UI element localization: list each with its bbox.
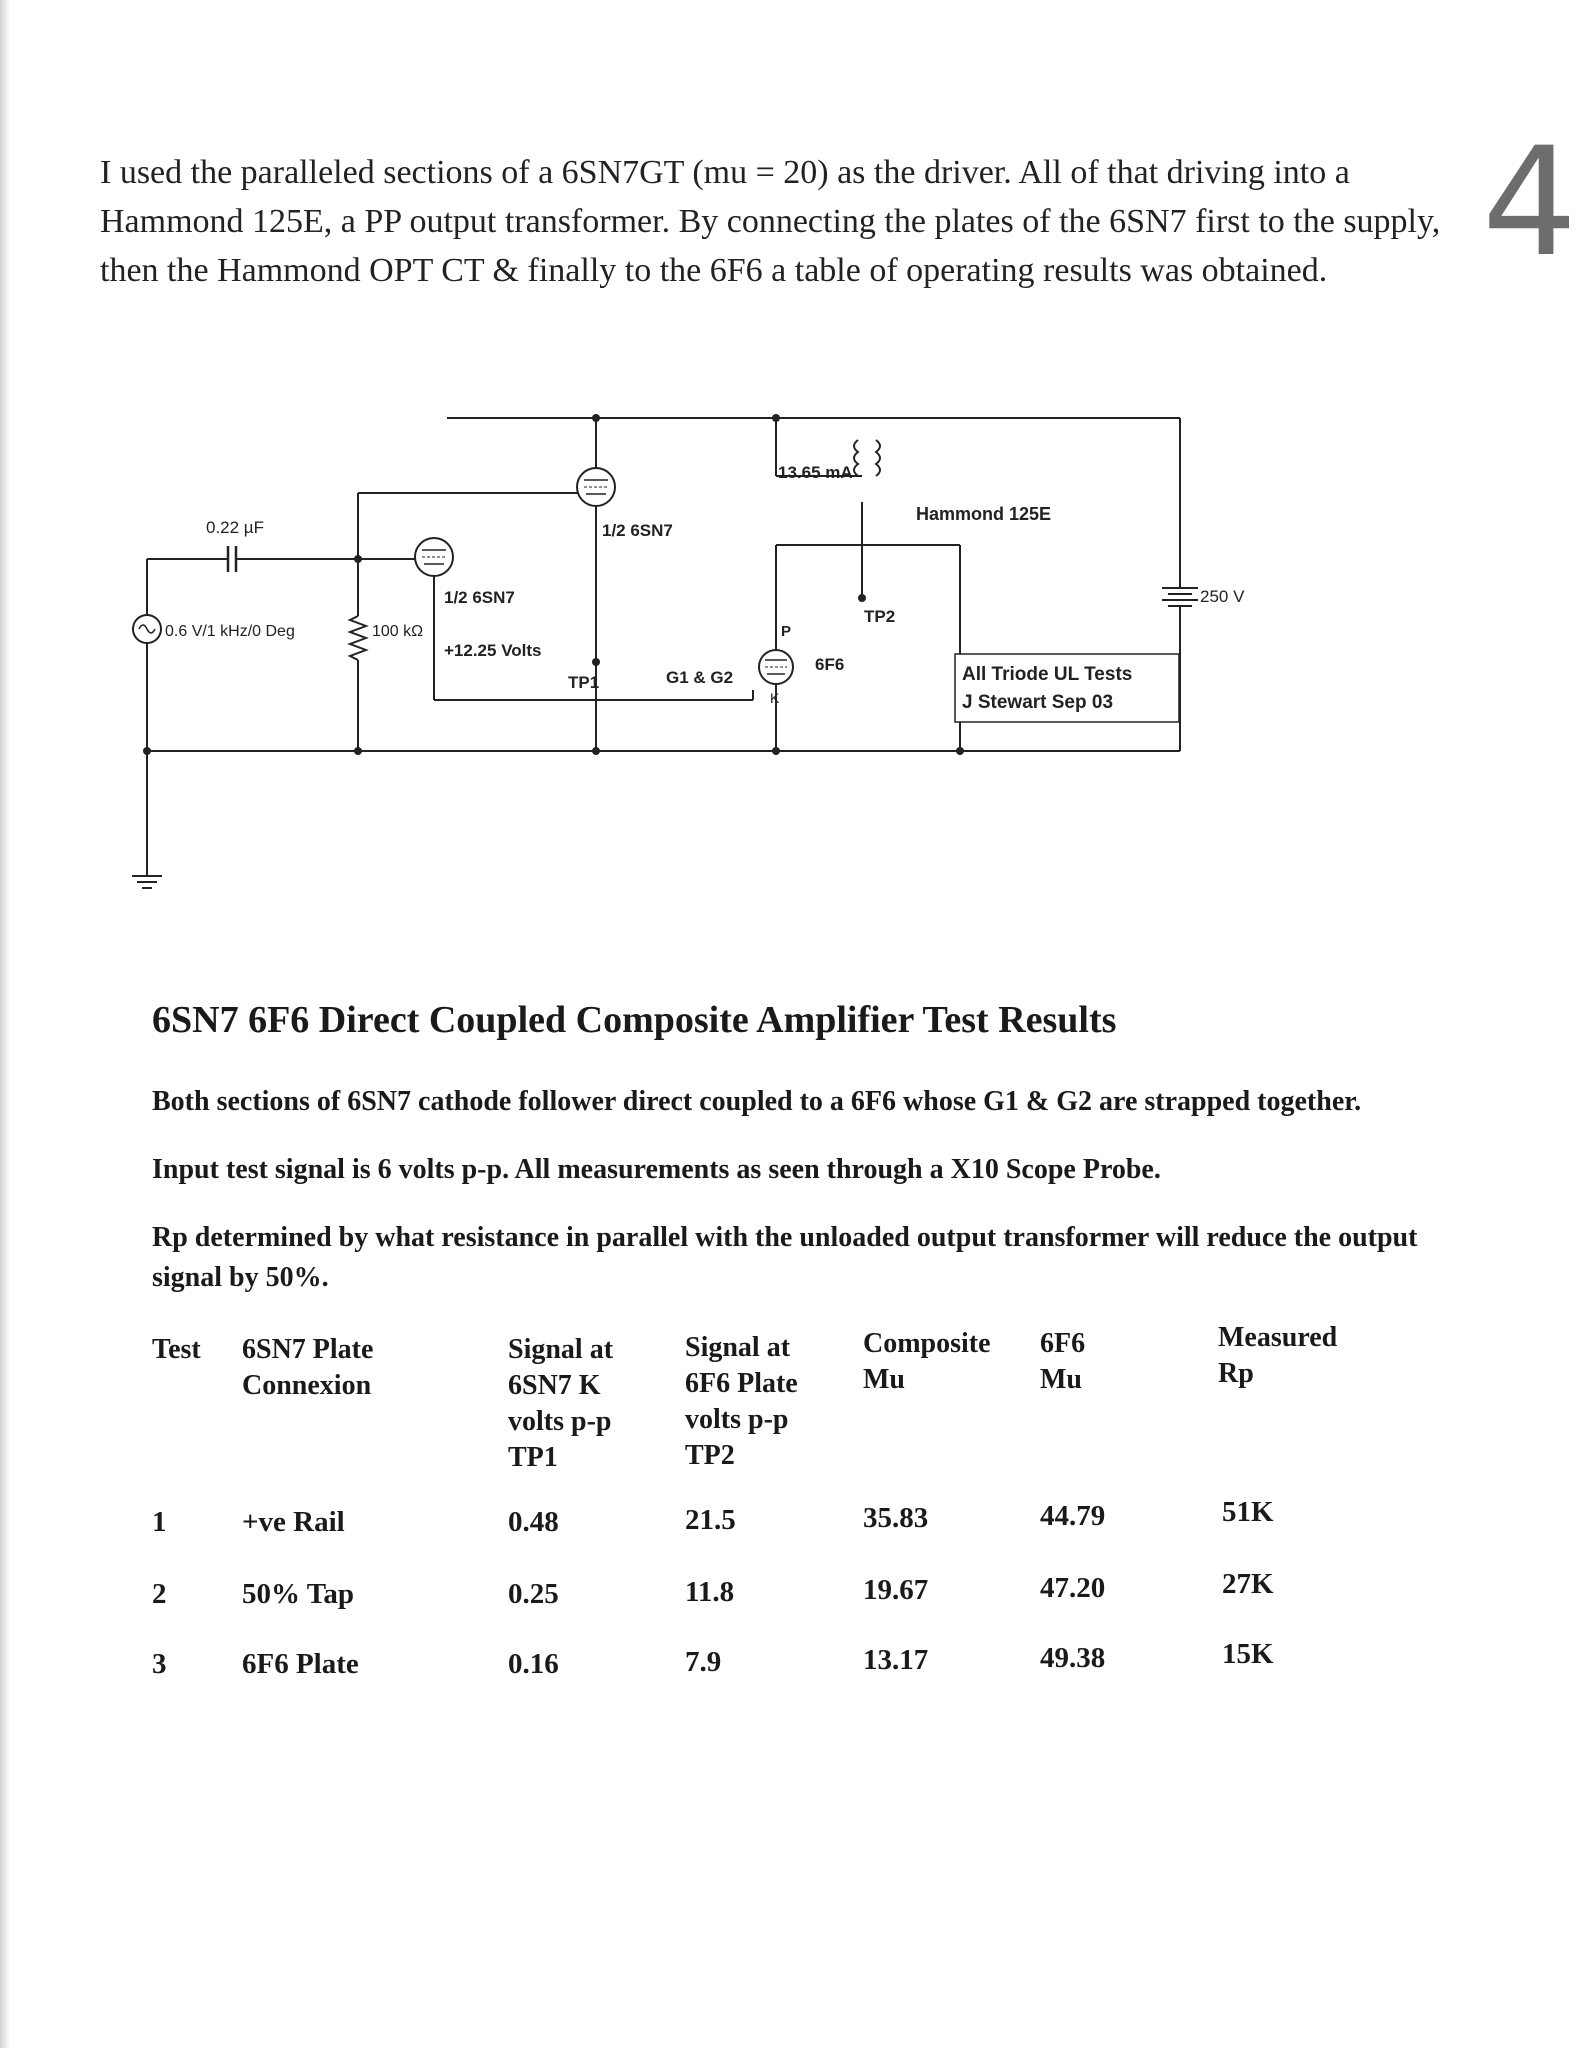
grid-label: G1 & G2: [666, 668, 734, 687]
header-signal-plate: Signal at 6F6 Plate volts p-p TP2: [685, 1332, 798, 1471]
cathode-pin-label: K: [770, 690, 780, 706]
transformer-secondary-icon: [876, 440, 880, 476]
tp1-label: TP1: [568, 673, 600, 692]
row-2-signal-plate: 11.8: [685, 1576, 735, 1608]
current-label: 13.65 mA: [778, 463, 853, 482]
row-2-6f6-mu: 47.20: [1040, 1572, 1106, 1604]
row-3-test: 3: [152, 1648, 167, 1680]
tube-lower-label: 1/2 6SN7: [444, 588, 515, 607]
schematic-diagram: [0, 380, 1583, 900]
results-paragraph-3: Rp determined by what resistance in parallel with the unloaded output transformer will reduce the output signal by 50%.: [152, 1222, 1418, 1293]
junction-dot: [772, 747, 780, 755]
header-test: Test: [152, 1334, 201, 1365]
results-paragraph-1: Both sections of 6SN7 cathode follower direct coupled to a 6F6 whose G1 & G2 are strapped together.: [152, 1086, 1362, 1117]
intro-paragraph: [100, 148, 1460, 295]
header-6f6-mu: 6F6 Mu: [1040, 1328, 1086, 1395]
capacitor-label: 0.22 µF: [206, 518, 264, 537]
row-3-composite-mu: 13.17: [863, 1644, 929, 1676]
results-paragraph-2: Input test signal is 6 volts p-p. All measurements as seen through a X10 Scope Probe.: [152, 1154, 1161, 1185]
header-composite-mu: Composite Mu: [863, 1328, 991, 1395]
page-number: 4: [1482, 116, 1578, 290]
source-label: 0.6 V/1 kHz/0 Deg: [165, 623, 295, 640]
junction-dot: [143, 747, 151, 755]
output-tube-label: 6F6: [815, 655, 845, 674]
junction-dot: [354, 747, 362, 755]
supply-label: 250 V: [1200, 587, 1245, 606]
driver-tube-lower-icon: [415, 538, 453, 576]
resistor-symbol: [350, 616, 366, 660]
row-3-connexion: 6F6 Plate: [242, 1648, 359, 1680]
row-1-rp: 51K: [1222, 1496, 1274, 1528]
transformer-label: Hammond 125E: [916, 504, 1052, 524]
row-2-composite-mu: 19.67: [863, 1574, 929, 1606]
junction-dot: [592, 747, 600, 755]
note-line-1: All Triode UL Tests: [962, 664, 1133, 685]
row-1-connexion: +ve Rail: [242, 1506, 345, 1538]
row-2-connexion: 50% Tap: [242, 1578, 355, 1610]
junction-dot: [772, 414, 780, 422]
row-1-composite-mu: 35.83: [863, 1502, 929, 1534]
intro-text: I used the paralleled sections of a 6SN7GT (mu = 20) as the driver. All of that driving into a Hammond 125E, a PP output transformer. By connecting the plates of the 6SN7 first to the supply, then the Hammond OPT CT & finally to the 6F6 a table of operating results was obtained.: [100, 154, 1441, 289]
junction-dot: [956, 747, 964, 755]
row-2-signal-k: 0.25: [508, 1578, 559, 1610]
row-2-rp: 27K: [1222, 1568, 1274, 1600]
tube-upper-label: 1/2 6SN7: [602, 521, 673, 540]
header-connexion: 6SN7 Plate Connexion: [242, 1334, 374, 1401]
row-3-rp: 15K: [1222, 1638, 1274, 1670]
row-1-6f6-mu: 44.79: [1040, 1500, 1106, 1532]
header-signal-k: Signal at 6SN7 K volts p-p TP1: [508, 1334, 614, 1473]
tp2-label: TP2: [864, 607, 896, 626]
row-3-6f6-mu: 49.38: [1040, 1642, 1106, 1674]
row-1-signal-plate: 21.5: [685, 1504, 736, 1536]
transformer-primary-icon: [854, 440, 858, 476]
row-2-test: 2: [152, 1578, 167, 1610]
scan-edge-shadow: [0, 0, 10, 2048]
driver-tube-upper-icon: [577, 468, 615, 506]
note-line-2: J Stewart Sep 03: [962, 692, 1114, 713]
resistor-label: 100 kΩ: [372, 623, 424, 640]
row-3-signal-plate: 7.9: [685, 1646, 722, 1678]
tp2-dot: [858, 594, 866, 602]
tp1-dot: [592, 658, 600, 666]
junction-dot: [592, 414, 600, 422]
results-title: 6SN7 6F6 Direct Coupled Composite Amplifier Test Results: [152, 999, 1117, 1041]
plate-pin-label: P: [781, 623, 792, 640]
junction-dot: [354, 555, 362, 563]
row-1-test: 1: [152, 1506, 167, 1538]
header-measured-rp: Measured Rp: [1218, 1322, 1338, 1389]
6f6-tube-icon: [759, 650, 793, 684]
row-3-signal-k: 0.16: [508, 1648, 559, 1680]
row-1-signal-k: 0.48: [508, 1506, 559, 1538]
voltage-label: +12.25 Volts: [444, 641, 542, 660]
